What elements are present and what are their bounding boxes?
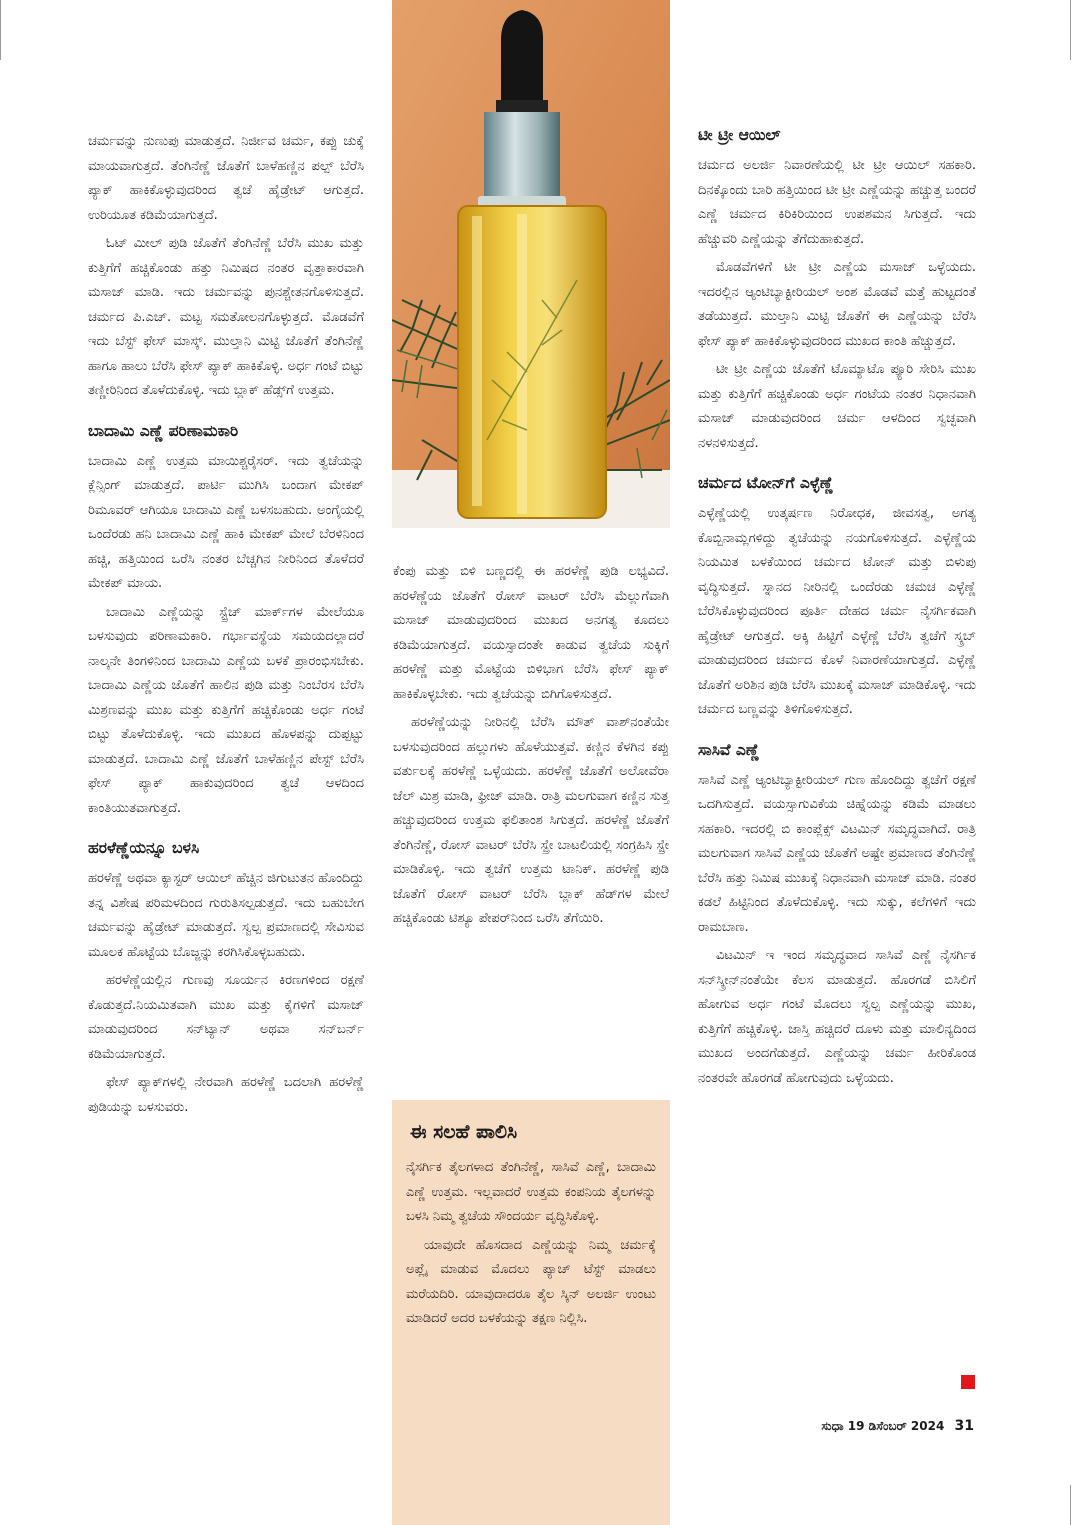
- paragraph: ಚರ್ಮದ ಅಲರ್ಜಿ ನಿವಾರಣೆಯಲ್ಲಿ ಟೀ ಟ್ರೀ ಆಯಿಲ್ ಸಹಕಾರಿ. ದಿನಕ್ಕೊಂದು ಬಾರಿ ಹತ್ತಿಯಿಂದ ಟೀ ಟ್ರೀ ಎಣ್ಣೆಯನ್ನು ಹಚ್ಚುತ್ತ ಬಂದರೆ ಎಣ್ಣೆ ಚರ್ಮದ ಕಿರಿಕಿರಿಯಿಂದ ಉಪಶಮನ ಸಿಗುತ್ತದೆ. ಇದು ಹೆಚ್ಚುವರಿ ಎಣ್ಣೆಯನ್ನು ತೆಗೆದುಹಾಕುತ್ತದೆ.: [698, 158, 976, 247]
- paragraph: ಎಳ್ಳೆಣ್ಣೆಯಲ್ಲಿ ಉತ್ಕರ್ಷಣ ನಿರೋಧಕ, ಜೀವಸತ್ವ, ಅಗತ್ಯ ಕೊಬ್ಬಿನಾಮ್ಲಗಳಿದ್ದು ತ್ವಚೆಯನ್ನು ನಯಗೊಳಿಸುತ್ತದೆ. ಎಳ್ಳೆಣ್ಣೆಯ ನಿಯಮಿತ ಬಳಕೆಯಿಂದ ಚರ್ಮದ ಟೋನ್ ಮತ್ತು ಬಿಳುಪು ವೃದ್ಧಿಸುತ್ತದೆ. ಸ್ನಾನದ ನೀರಿನಲ್ಲಿ ಒಂದೆರಡು ಚಮಚ ಎಳ್ಳೆಣ್ಣೆ ಬೆರೆಸಿಕೊಳ್ಳುವುದರಿಂದ ಪೂರ್ತಿ ದೇಹದ ಚರ್ಮ ನೈಸರ್ಗಿಕವಾಗಿ ಹೈಡ್ರೇಟ್ ಆಗುತ್ತದೆ. ಅಕ್ಕಿ ಹಿಟ್ಟಿಗೆ ಎಳ್ಳೆಣ್ಣೆ ಬೆರೆಸಿ ತ್ವಚೆಗೆ ಸ್ಕ್ರಬ್ ಮಾಡುವುದರಿಂದ ಚರ್ಮದ ಕೊಳೆ ನಿವಾರಣೆಯಾಗುತ್ತದೆ. ಎಳ್ಳೆಣ್ಣೆ ಜೊತೆಗೆ ಅರಿಶಿನ ಪುಡಿ ಬೆರೆಸಿ ಮುಖಕ್ಕೆ ಮಸಾಜ್ ಮಾಡಿಕೊಳ್ಳಿ. ಇದು ಚರ್ಮದ ಬಣ್ಣವನ್ನು ತಿಳಿಗೊಳಿಸುತ್ತದೆ.: [698, 506, 976, 717]
- page-footer: [821, 1418, 974, 1434]
- paragraph: ಬಾದಾಮಿ ಎಣ್ಣೆ ಉತ್ತಮ ಮಾಯಿಶ್ಚರೈಸರ್. ಇದು ತ್ವಚೆಯನ್ನು ಕ್ಲೆನ್ಸಿಂಗ್ ಮಾಡುತ್ತದೆ. ಪಾರ್ಟಿ ಮುಗಿಸಿ ಬಂದಾಗ ಮೇಕಪ್ ರಿಮೂವರ್ ಆಗಿಯೂ ಬಾದಾಮಿ ಎಣ್ಣೆ ಬಳಸಬಹುದು. ಅಂಗೈಯಲ್ಲಿ ಒಂದೆರಡು ಹನಿ ಬಾದಾಮಿ ಎಣ್ಣೆ ಹಾಕಿ ಮೇಕಪ್ ಮೇಲೆ ಬೆರಳಿನಿಂದ ಹಚ್ಚಿ, ಹತ್ತಿಯಿಂದ ಒರೆಸಿ ನಂತರ ಬೆಚ್ಚಗಿನ ನೀರಿನಿಂದ ತೊಳೆದರೆ ಮೇಕಪ್ ಮಾಯ.: [88, 453, 364, 591]
- paragraph: ಚರ್ಮವನ್ನು ನುಣುಪು ಮಾಡುತ್ತದೆ. ನಿರ್ಜೀವ ಚರ್ಮ, ಕಪ್ಪು ಚುಕ್ಕೆ ಮಾಯವಾಗುತ್ತದೆ. ತೆಂಗಿನೆಣ್ಣೆ ಜೊತೆಗೆ ಬಾಳೆಹಣ್ಣಿನ ಪಲ್ಪ್ ಬೆರೆಸಿ ಪ್ಯಾಕ್ ಹಾಕಿಕೊಳ್ಳುವುದರಿಂದ ತ್ವಚೆ ಹೈಡ್ರೇಟ್ ಆಗುತ್ತದೆ. ಉರಿಯೂತ ಕಡಿಮೆಯಾಗುತ್ತದೆ.: [88, 134, 364, 223]
- paragraph: ಸಾಸಿವೆ ಎಣ್ಣೆ ಆ್ಯಂಟಿಬ್ಯಾಕ್ಟೀರಿಯಲ್ ಗುಣ ಹೊಂದಿದ್ದು ತ್ವಚೆಗೆ ರಕ್ಷಣೆ ಒದಗಿಸುತ್ತದೆ. ವಯಸ್ಸಾಗುವಿಕೆಯ ಚಿಹ್ನೆಯನ್ನು ಕಡಿಮೆ ಮಾಡಲು ಸಹಕಾರಿ. ಇದರಲ್ಲಿ ಬಿ ಕಾಂಪ್ಲೆಕ್ಸ್ ವಿಟಮಿನ್ ಸಮೃದ್ಧವಾಗಿದೆ. ರಾತ್ರಿ ಮಲಗುವಾಗ ಸಾಸಿವೆ ಎಣ್ಣೆಯ ಜೊತೆಗೆ ಅಷ್ಟೇ ಪ್ರಮಾಣದ ತೆಂಗಿನೆಣ್ಣೆ ಬೆರೆಸಿ ಹತ್ತು ನಿಮಿಷ ಮುಖಕ್ಕೆ ನಿಧಾನವಾಗಿ ಮಸಾಜ್ ಮಾಡಿ. ನಂತರ ಕಡಲೆ ಹಿಟ್ಟಿನಿಂದ ತೊಳೆದುಕೊಳ್ಳಿ. ಇದು ಸುಕ್ಕು, ಕಲೆಗಳಿಗೆ ಇದು ರಾಮಬಾಣ.: [698, 772, 976, 935]
- column-right: [698, 124, 976, 1095]
- registration-mark: [0, 0, 1, 60]
- magazine-issue: ಸುಧಾ 19 ಡಿಸೆಂಬರ್ 2024: [821, 1419, 945, 1433]
- section-heading-mustard-oil: ಸಾಸಿವೆ ಎಣ್ಣೆ: [698, 740, 760, 759]
- article-end-square: [961, 1375, 975, 1389]
- paragraph: ವಿಟಮಿನ್ ಇ ಇಂದ ಸಮೃದ್ಧವಾದ ಸಾಸಿವೆ ಎಣ್ಣೆ ನೈಸರ್ಗಿಕ ಸನ್‌ಸ್ಕ್ರೀನ್‌ನಂತೆಯೇ ಕೆಲಸ ಮಾಡುತ್ತದೆ. ಹೊರಗಡೆ ಬಿಸಿಲಿಗೆ ಹೋಗುವ ಅರ್ಧ ಗಂಟೆ ಮೊದಲು ಸ್ವಲ್ಪ ಎಣ್ಣೆಯನ್ನು ಮುಖ, ಕುತ್ತಿಗೆಗೆ ಹಚ್ಚಿಕೊಳ್ಳಿ. ಜಾಸ್ತಿ ಹಚ್ಚಿದರೆ ದೂಳು ಮತ್ತು ಮಾಲಿನ್ಯದಿಂದ ಮುಖದ ಅಂದಗೆಡುತ್ತದೆ. ಎಣ್ಣೆಯನ್ನು ಚರ್ಮ ಹೀರಿಕೊಂಡ ನಂತರವೇ ಹೊರಗಡೆ ಹೋಗುವುದು ಒಳ್ಳೆಯದು.: [698, 948, 976, 1086]
- column-middle: [393, 560, 669, 936]
- paragraph: ಟೀ ಟ್ರೀ ಎಣ್ಣೆಯ ಜೊತೆಗೆ ಟೊಮ್ಯಾಟೊ ಪ್ಯೂರಿ ಸೇರಿಸಿ ಮುಖ ಮತ್ತು ಕುತ್ತಿಗೆಗೆ ಹಚ್ಚಿಕೊಂಡು ಅರ್ಧ ಗಂಟೆಯ ನಂತರ ನಿಧಾನವಾಗಿ ಮಸಾಜ್ ಮಾಡುವುದರಿಂದ ಚರ್ಮ ಆಳದಿಂದ ಸ್ವಚ್ಛವಾಗಿ ನಳನಳಿಸುತ್ತದೆ.: [698, 362, 976, 451]
- tip-box-title: ಈ ಸಲಹೆ ಪಾಲಿಸಿ: [410, 1121, 518, 1143]
- paragraph: ಯಾವುದೇ ಹೊಸದಾದ ಎಣ್ಣೆಯನ್ನು ನಿಮ್ಮ ಚರ್ಮಕ್ಕೆ ಅಪ್ಲೈ ಮಾಡುವ ಮೊದಲು ಪ್ಯಾಚ್ ಟೆಸ್ಟ್ ಮಾಡಲು ಮರೆಯದಿರಿ. ಯಾವುದಾದರೂ ತೈಲ ಸ್ಕಿನ್ ಅಲರ್ಜಿ ಉಂಟು ಮಾಡಿದರೆ ಅದರ ಬಳಕೆಯನ್ನು ತಕ್ಷಣ ನಿಲ್ಲಿಸಿ.: [406, 1237, 656, 1326]
- paragraph: ನೈಸರ್ಗಿಕ ತೈಲಗಳಾದ ತೆಂಗಿನೆಣ್ಣೆ, ಸಾಸಿವೆ ಎಣ್ಣೆ, ಬಾದಾಮಿ ಎಣ್ಣೆ ಉತ್ತಮ. ಇಲ್ಲವಾದರೆ ಉತ್ತಮ ಕಂಪನಿಯ ತೈಲಗಳನ್ನು ಬಳಸಿ ನಿಮ್ಮ ತ್ವಚೆಯ ಸೌಂದರ್ಯ ವೃದ್ಧಿಸಿಕೊಳ್ಳಿ.: [406, 1160, 656, 1224]
- paragraph: ಹರಳೆಣ್ಣೆಯಲ್ಲಿನ ಗುಣವು ಸೂರ್ಯನ ಕಿರಣಗಳಿಂದ ರಕ್ಷಣೆ ಕೊಡುತ್ತದೆ.ನಿಯಮಿತವಾಗಿ ಮುಖ ಮತ್ತು ಕೈಗಳಿಗೆ ಮಸಾಜ್ ಮಾಡುವುದರಿಂದ ಸನ್‌ಟ್ಯಾನ್ ಅಥವಾ ಸನ್‌ಬರ್ನ್ ಕಡಿಮೆಯಾಗುತ್ತದೆ.: [88, 973, 364, 1062]
- column-left: [88, 130, 364, 1124]
- tip-box: [392, 1100, 670, 1525]
- paragraph: ಕೆಂಪು ಮತ್ತು ಬಿಳಿ ಬಣ್ಣದಲ್ಲಿ ಈ ಹರಳೆಣ್ಣೆ ಪುಡಿ ಲಭ್ಯವಿದೆ. ಹರಳೆಣ್ಣೆಯ ಜೊತೆಗೆ ರೋಸ್ ವಾಟರ್ ಬೆರೆಸಿ ಮೆಲ್ಲುಗೆವಾಗಿ ಮಸಾಜ್ ಮಾಡುವುದರಿಂದ ಮುಖದ ಅನಗತ್ಯ ಕೂದಲು ಕಡಿಮೆಯಾಗುತ್ತದೆ. ವಯಸ್ಸಾದಂತೇ ಕಾಡುವ ತ್ವಚೆಯ ಸುಕ್ಕಿಗೆ ಹರಳೆಣ್ಣೆ ಮತ್ತು ಮೊಟ್ಟೆಯ ಬಿಳಿಭಾಗ ಬೆರೆಸಿ ಫೇಸ್ ಪ್ಯಾಕ್ ಹಾಕಿಕೊಳ್ಳಬೇಕು. ಇದು ತ್ವಚೆಯನ್ನು ಬಿಗಿಗೊಳಿಸುತ್ತದೆ.: [393, 564, 669, 702]
- section-heading-castor-oil: ಹರಳೆಣ್ಣೆಯನ್ನೂ ಬಳಸಿ: [88, 839, 200, 857]
- section-heading-sesame-oil: ಚರ್ಮದ ಟೋನ್‌ಗೆ ಎಳ್ಳೆಣ್ಣೆ: [698, 474, 834, 492]
- paragraph: ಮೊಡವೆಗಳಿಗೆ ಟೀ ಟ್ರೀ ಎಣ್ಣೆಯ ಮಸಾಜ್ ಒಳ್ಳೆಯದು. ಇದರಲ್ಲಿನ ಆ್ಯಂಟಿಬ್ಯಾಕ್ಟೀರಿಯಲ್ ಅಂಶ ಮೊಡವೆ ಮತ್ತೆ ಹುಟ್ಟದಂತೆ ತಡೆಯುತ್ತದೆ. ಮುಲ್ತಾನಿ ಮಿಟ್ಟಿ ಜೊತೆಗೆ ಈ ಎಣ್ಣೆಯನ್ನು ಬೆರೆಸಿ ಫೇಸ್ ಪ್ಯಾಕ್ ಹಾಕಿಕೊಳ್ಳುವುದರಿಂದ ಮುಖದ ಕಾಂತಿ ಹೆಚ್ಚುತ್ತದೆ.: [698, 260, 976, 349]
- section-heading-almond-oil: ಬಾದಾಮಿ ಎಣ್ಣೆ ಪರಿಣಾಮಕಾರಿ: [88, 421, 239, 440]
- paragraph: ಬಾದಾಮಿ ಎಣ್ಣೆಯನ್ನು ಸ್ಟ್ರೆಚ್ ಮಾರ್ಕ್‌ಗಳ ಮೇಲೆಯೂ ಬಳಸುವುದು ಪರಿಣಾಮಕಾರಿ. ಗರ್ಭಾವಸ್ಥೆಯ ಸಮಯದಲ್ಲಾದರೆ ನಾಲ್ಕನೇ ತಿಂಗಳಿನಿಂದ ಬಾದಾಮಿ ಎಣ್ಣೆಯ ಬಳಕೆ ಪ್ರಾರಂಭಿಸಬೇಕು. ಬಾದಾಮಿ ಎಣ್ಣೆಯ ಜೊತೆಗೆ ಹಾಲಿನ ಪುಡಿ ಮತ್ತು ನಿಂಬೆರಸ ಬೆರೆಸಿ ಮಿಶ್ರಣವನ್ನು ಮುಖ ಮತ್ತು ಕುತ್ತಿಗೆಗೆ ಹಚ್ಚಿಕೊಂಡು ಅರ್ಧ ಗಂಟೆ ಬಿಟ್ಟು ತೊಳೆದುಕೊಳ್ಳಿ. ಇದು ಮುಖದ ಹೊಳಪನ್ನು ದುಪ್ಪಟ್ಟು ಮಾಡುತ್ತದೆ. ಬಾದಾಮಿ ಎಣ್ಣೆ ಜೊತೆಗೆ ಬಾಳೆಹಣ್ಣಿನ ಪೇಸ್ಟ್ ಬೆರೆಸಿ ಫೇಸ್ ಪ್ಯಾಕ್ ಹಾಕುವುದರಿಂದ ತ್ವಚೆ ಆಳದಿಂದ ಕಾಂತಿಯುತವಾಗುತ್ತದೆ.: [88, 604, 364, 816]
- paragraph: ಫೇಸ್ ಪ್ಯಾಕ್‌ಗಳಲ್ಲಿ ನೇರವಾಗಿ ಹರಳೆಣ್ಣೆ ಬದಲಾಗಿ ಹರಳೆಣ್ಣೆ ಪುಡಿಯನ್ನು ಬಳಸುವರು.: [88, 1075, 364, 1115]
- paragraph: ಹರಳೆಣ್ಣೆ ಅಥವಾ ಕ್ಯಾಸ್ಟರ್ ಆಯಿಲ್ ಹೆಚ್ಚಿನ ಜಿಗುಟುತನ ಹೊಂದಿದ್ದು ತನ್ನ ವಿಶೇಷ ಪರಿಮಳದಿಂದ ಗುರುತಿಸಲ್ಪಡುತ್ತದೆ. ಇದು ಬಹುಬೇಗ ಚರ್ಮವನ್ನು ಹೈಡ್ರೇಟ್ ಮಾಡುತ್ತದೆ. ಸ್ವಲ್ಪ ಪ್ರಮಾಣದಲ್ಲಿ ಸೇವಿಸುವ ಮೂಲಕ ಹೊಟ್ಟೆಯ ಬೊಜ್ಜನ್ನು ಕರಗಿಸಿಕೊಳ್ಳಬಹುದು.: [88, 871, 364, 960]
- section-heading-tea-tree-oil: ಟೀ ಟ್ರೀ ಆಯಿಲ್: [698, 126, 781, 144]
- registration-mark: [1070, 1485, 1071, 1525]
- page-number: 31: [954, 1418, 974, 1434]
- serum-bottle-photo: [392, 0, 670, 528]
- registration-mark: [1070, 0, 1071, 60]
- paragraph: ಓಟ್ ಮೀಲ್ ಪುಡಿ ಜೊತೆಗೆ ತೆಂಗಿನೆಣ್ಣೆ ಬೆರೆಸಿ ಮುಖ ಮತ್ತು ಕುತ್ತಿಗೆಗೆ ಹಚ್ಚಿಕೊಂಡು ಹತ್ತು ನಿಮಿಷದ ನಂತರ ವೃತ್ತಾಕಾರವಾಗಿ ಮಸಾಜ್ ಮಾಡಿ. ಇದು ಚರ್ಮವನ್ನು ಪುನಶ್ಚೇತನಗೊಳಿಸುತ್ತದೆ. ಚರ್ಮದ ಪಿ.ಎಚ್. ಮಟ್ಟ ಸಮತೋಲನಗೊಳ್ಳುತ್ತದೆ. ಮೊಡವೆಗೆ ಇದು ಬೆಸ್ಟ್ ಫೇಸ್ ಮಾಸ್ಕ್. ಮುಲ್ತಾನಿ ಮಿಟ್ಟಿ ಜೊತೆಗೆ ತೆಂಗಿನೆಣ್ಣೆ ಹಾಗೂ ಹಾಲು ಬೆರೆಸಿ ಫೇಸ್ ಪ್ಯಾಕ್ ಹಾಕಿಕೊಳ್ಳಿ. ಅರ್ಧ ಗಂಟೆ ಬಿಟ್ಟು ತಣ್ಣೀರಿನಿಂದ ತೊಳೆದುಕೊಳ್ಳಿ. ಇದು ಬ್ಲಾಕ್ ಹೆಡ್ಸ್‌ಗೆ ಉತ್ತಮ.: [88, 236, 364, 398]
- paragraph: ಹರಳೆಣ್ಣೆಯನ್ನು ನೀರಿನಲ್ಲಿ ಬೆರೆಸಿ ಮೌತ್ ವಾಶ್‌ನಂತೆಯೇ ಬಳಸುವುದರಿಂದ ಹಲ್ಲುಗಳು ಹೊಳೆಯುತ್ತವೆ. ಕಣ್ಣಿನ ಕೆಳಗಿನ ಕಪ್ಪು ವರ್ತುಲಕ್ಕೆ ಹರಳೆಣ್ಣೆ ಒಳ್ಳೆಯದು. ಹರಳೆಣ್ಣೆ ಜೊತೆಗೆ ಅಲೋವೆರಾ ಜೆಲ್ ಮಿಶ್ರ ಮಾಡಿ, ಫ್ರೀಜ್ ಮಾಡಿ. ರಾತ್ರಿ ಮಲಗುವಾಗ ಕಣ್ಣಿನ ಸುತ್ತ ಹಚ್ಚುವುದರಿಂದ ಉತ್ತಮ ಫಲಿತಾಂಶ ಸಿಗುತ್ತದೆ. ಹರಳೆಣ್ಣೆ ಜೊತೆಗೆ ತೆಂಗಿನೆಣ್ಣೆ, ರೋಸ್ ವಾಟರ್ ಬೆರೆಸಿ ಸ್ಪ್ರೇ ಬಾಟಲಿಯಲ್ಲಿ ಸಂಗ್ರಹಿಸಿ ಸ್ಪ್ರೇ ಮಾಡಿಕೊಳ್ಳಿ. ಇದು ತ್ವಚೆಗೆ ಉತ್ತಮ ಟಾನಿಕ್. ಹರಳೆಣ್ಣೆ ಪುಡಿ ಜೊತೆಗೆ ರೋಸ್ ವಾಟರ್ ಬೆರೆಸಿ ಬ್ಲಾಕ್ ಹೆಡ್‌ಗಳ ಮೇಲೆ ಹಚ್ಚಿಕೊಂಡು ಟಿಶ್ಯೂ ಪೇಪರ್‌ನಿಂದ ಒರೆಸಿ ತೆಗೆಯಿರಿ.: [393, 715, 669, 926]
